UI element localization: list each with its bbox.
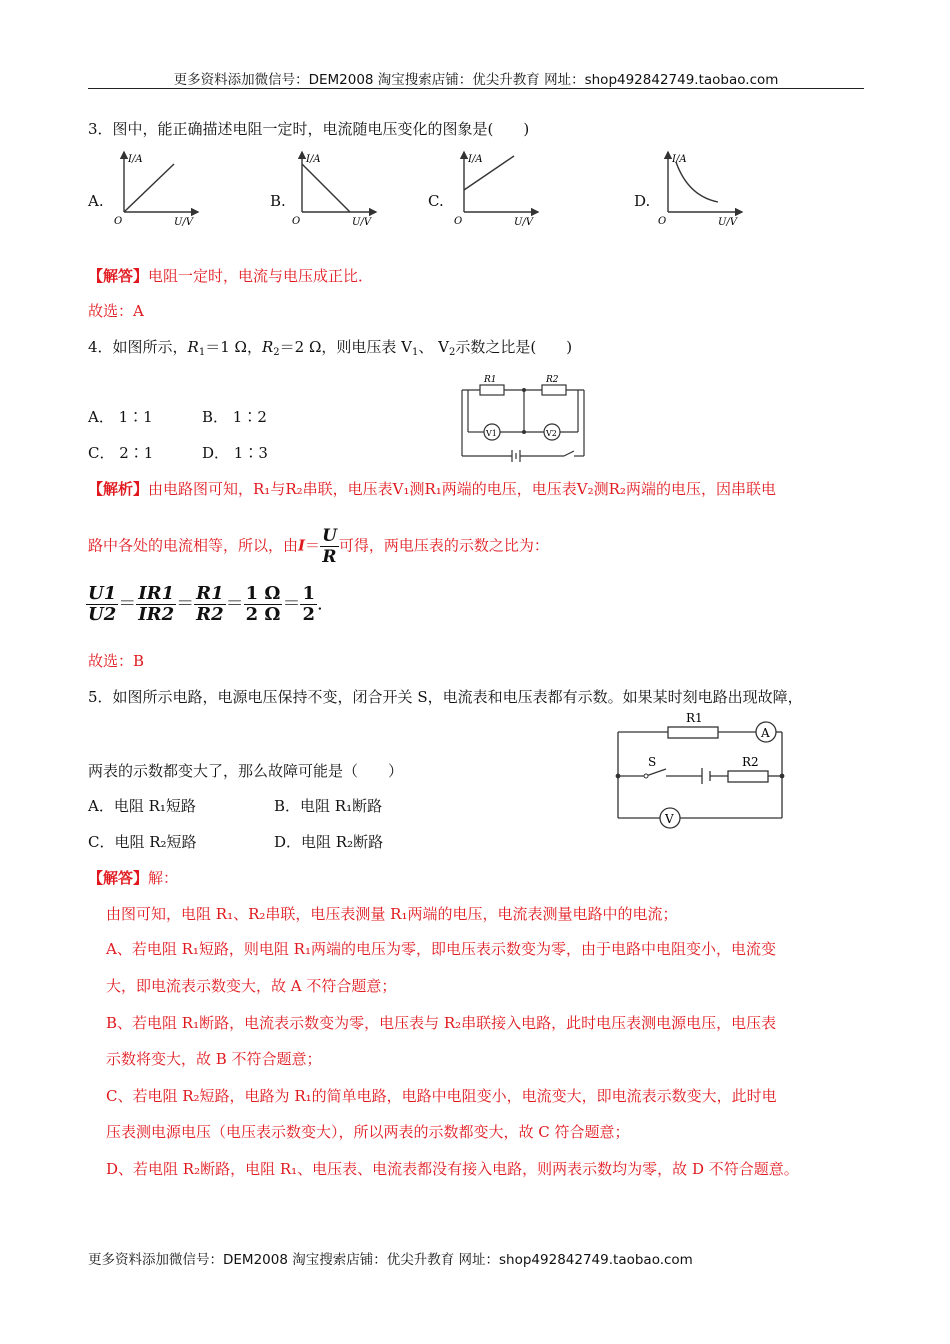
q3-option-c: C. bbox=[428, 192, 444, 210]
q3d-y-label: I/A bbox=[672, 154, 687, 165]
q4-circuit-diagram bbox=[448, 370, 598, 470]
q5-answer-head: 【解答】解： bbox=[88, 869, 179, 887]
q5-answer-line: 压表测电源电压（电压表示数变大），所以两表的示数都变大，故 C 符合题意； bbox=[106, 1123, 630, 1141]
q5-circuit-r1-label: R1 bbox=[686, 711, 703, 725]
q5-circuit-v-label: V bbox=[665, 812, 674, 826]
q4-analysis-line1: 【解析】由电路图可知，R₁与R₂串联，电压表V₁测R₁两端的电压，电压表V₂测R₂两端的电压，因串联电 bbox=[88, 480, 776, 498]
q5-option-a: A．电阻 R₁短路 bbox=[88, 797, 196, 815]
q5-circuit-diagram bbox=[606, 706, 806, 830]
q3-answer bbox=[88, 265, 373, 286]
q5-option-b: B．电阻 R₁断路 bbox=[274, 797, 383, 815]
page-header: 更多资料添加微信号：DEM2008 淘宝搜索店铺：优尖升教育 网址：shop492842749.taobao.com bbox=[173, 72, 779, 88]
q5-answer-line: 示数将变大，故 B 不符合题意； bbox=[106, 1050, 322, 1068]
q3-graph-d bbox=[656, 148, 756, 228]
q3c-y-label: I/A bbox=[468, 154, 483, 165]
q5-option-c: C．电阻 R₂短路 bbox=[88, 833, 197, 851]
q3b-x-label: U/V bbox=[352, 217, 372, 228]
q4-stem: 4．如图所示，$R_1=1$ Ω，$R_2=2$ Ω，则电压表 $V_1$、 $V_2$示数之比是( ) bbox=[88, 338, 573, 358]
q3-graph-b bbox=[290, 148, 390, 228]
q3a-origin: O bbox=[114, 216, 123, 227]
q5-answer-line: D、若电阻 R₂断路，电阻 R₁、电压表、电流表都没有接入电路，则两表示数均为零，故 D 不符合题意。 bbox=[106, 1160, 799, 1178]
q3-graph-a bbox=[112, 148, 202, 228]
q5-circuit-r2-label: R2 bbox=[742, 755, 759, 769]
q5-circuit-s-label: S bbox=[648, 755, 657, 769]
q3d-origin: O bbox=[658, 216, 667, 227]
q4-option-d: D． 1∶3 bbox=[202, 444, 268, 462]
q4-option-b: B． 1∶2 bbox=[202, 408, 267, 426]
q4-option-a: A． 1∶1 bbox=[88, 408, 153, 426]
q4-analysis-line2: 路中各处的电流相等，所以，由I＝ $\frac{U}{R}$ 可得，两电压表的示数之比为： bbox=[88, 526, 549, 567]
q3b-origin: O bbox=[292, 216, 301, 227]
q5-circuit-a-label: A bbox=[761, 726, 770, 740]
q5-answer-line: 大，即电流表示数变大，故 A 不符合题意； bbox=[106, 977, 397, 995]
q3-answer-label: 【解答】 bbox=[88, 267, 149, 285]
q3b-y-label: I/A bbox=[306, 154, 321, 165]
q4-option-c: C． 2∶1 bbox=[88, 444, 154, 462]
q3c-origin: O bbox=[454, 216, 463, 227]
header-rule bbox=[88, 88, 864, 89]
q5-answer-line: A、若电阻 R₁短路，则电阻 R₁两端的电压为零，即电压表示数变为零，由于电路中电阻变小，电流变 bbox=[106, 940, 776, 958]
q3-option-a: A. bbox=[88, 192, 104, 210]
q3-stem: 3．图中，能正确描述电阻一定时，电流随电压变化的图象是( ) bbox=[88, 120, 530, 138]
q3-graph-c bbox=[452, 148, 552, 228]
q3c-x-label: U/V bbox=[514, 217, 534, 228]
q4-circuit-r1-label: R1 bbox=[484, 375, 497, 385]
q5-answer-line: 由图可知，电阻 R₁、R₂串联，电压表测量 R₁两端的电压，电流表测量电路中的电流； bbox=[106, 905, 678, 923]
page-footer: 更多资料添加微信号：DEM2008 淘宝搜索店铺：优尖升教育 网址：shop492842749.taobao.com bbox=[88, 1252, 693, 1268]
q4-circuit-r2-label: R2 bbox=[546, 375, 559, 385]
q3-option-b: B. bbox=[270, 192, 286, 210]
q5-stem-line1: 5．如图所示电路，电源电压保持不变，闭合开关 S，电流表和电压表都有示数。如果某时刻电路出现故障， bbox=[88, 688, 803, 706]
q3a-y-label: I/A bbox=[128, 154, 143, 165]
q5-answer-line: C、若电阻 R₂短路，电路为 R₁的简单电路，电路中电阻变小，电流变大，即电流表示数变大，此时电 bbox=[106, 1087, 777, 1105]
q4-circuit-v1-label: V1 bbox=[486, 429, 497, 438]
q4-circuit-v2-label: V2 bbox=[546, 429, 557, 438]
q5-answer-line: B、若电阻 R₁断路，电流表示数变为零，电压表与 R₂串联接入电路，此时电压表测电源电压，电压表 bbox=[106, 1014, 777, 1032]
q3-answer-text: 电阻一定时，电流与电压成正比． bbox=[148, 267, 374, 285]
q4-choice: 故选：B bbox=[88, 652, 145, 670]
q5-option-d: D．电阻 R₂断路 bbox=[274, 833, 384, 851]
q3d-x-label: U/V bbox=[718, 217, 738, 228]
q4-ratio-formula: $\frac{U1}{U2}$ ＝ $\frac{IR1}{IR2}$ ＝ $\frac{R1}{R2}$ ＝ $\frac{1 \Omega}{2 \Omega}$ ＝ $\frac{1}{2}$ . bbox=[88, 583, 323, 625]
q3-option-d: D. bbox=[634, 192, 651, 210]
q5-stem-line2: 两表的示数都变大了，那么故障可能是（ ） bbox=[88, 762, 404, 780]
q3a-x-label: U/V bbox=[174, 217, 194, 228]
q3-choice: 故选：A bbox=[88, 302, 144, 320]
